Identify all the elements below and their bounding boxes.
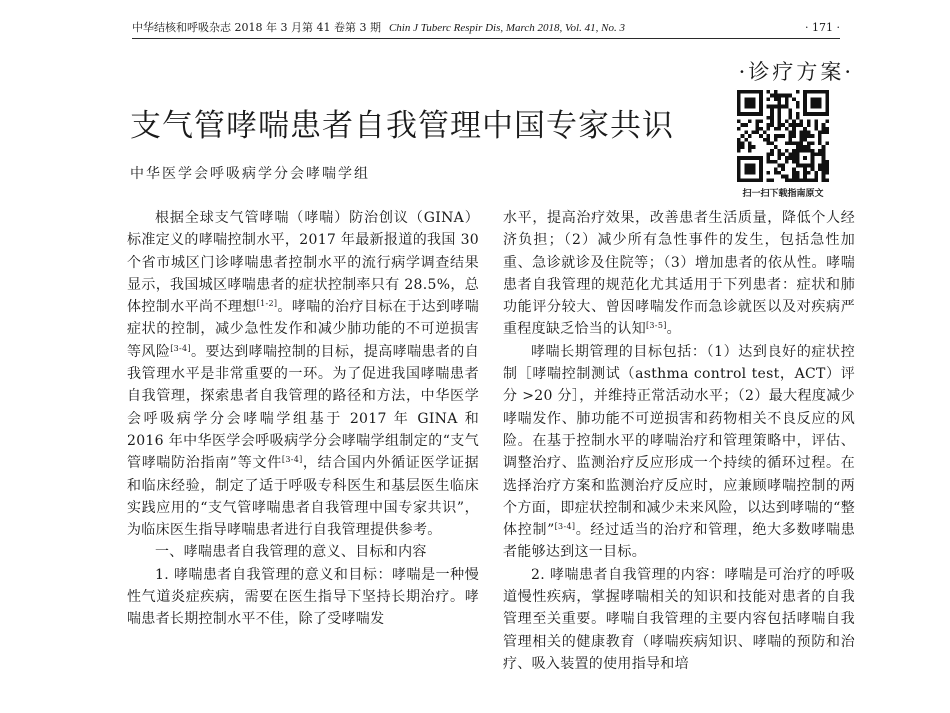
paragraph-text: 。哮喘的治疗目标在于达到哮喘症状的控制，减少急性发作和减少肺功能的不可逆损害等风险 (127, 299, 479, 360)
body-paragraph (503, 207, 855, 341)
paragraph-text: 水平，提高治疗效果，改善患者生活质量，降低个人经济负担；（2）减少所有急性事件的发生，包括急性加重、急诊就诊及住院等；（3）增加患者的依从性。哮喘患者自我管理的规范化尤其适用于下列患者：症状和肺功能评分较大、曾因哮喘发作而急诊就医以及对疾病严重程度缺乏恰当的认知 (503, 210, 855, 338)
citation-ref[interactable]: [3-4] (281, 455, 303, 465)
journal-citation (132, 18, 625, 38)
qr-caption: 扫一扫下载指南原文 (742, 189, 824, 199)
paragraph-text: 根据全球支气管哮喘（哮喘）防治创议（GINA）标准定义的哮喘控制水平，2017 年最新报道的我国 30 个省市城区门诊哮喘患者控制水平的流行病学调查结果显示，我国城区哮喘患者的症状控制率只有 28.5%，总体控制水平尚不理想 (127, 210, 479, 316)
qr-code-block[interactable] (735, 90, 831, 199)
paragraph-text: 哮喘长期管理的目标包括：（1）达到良好的症状控制［哮喘控制测试（asthma control test，ACT）评分 >20 分］，并维持正常活动水平；（2）最大程度减少哮喘发作、肺功能不可逆损害和药物相关不良反应的风险。在基于控制水平的哮喘治疗和管理策略中，评估、调整治疗、监测治疗反应形成一个持续的循环过程。在选择治疗方案和监测治疗反应时，应兼顾哮喘控制的两个方面，即症状控制和减少未来风险，以达到哮喘的“整体控制” (503, 343, 855, 539)
intro-paragraph (127, 207, 479, 541)
page-number: · 171 · (805, 21, 840, 34)
running-header (132, 18, 840, 39)
paragraph-text: 。 (666, 321, 681, 338)
paragraph-text: 。经过适当的治疗和管理，绝大多数哮喘患者能够达到这一目标。 (503, 522, 856, 561)
paragraph-text: ，结合国内外循证医学证据和临床经验，制定了适于呼吸专科医生和基层医生临床实践应用的“支气管哮喘患者自我管理中国专家共识”，为临床医生指导哮喘患者进行自我管理提供参考。 (127, 455, 479, 539)
body-paragraph: 2. 哮喘患者自我管理的内容：哮喘是可治疗的呼吸道慢性疾病，掌握哮喘相关的知识和技能对患者的自我管理至关重要。哮喘自我管理的主要内容包括哮喘自我管理相关的健康教育（哮喘疾病知识、哮喘的预防和治疗、吸入装置的使用指导和培 (503, 566, 855, 672)
citation-ref[interactable]: [3-5] (646, 321, 667, 331)
author-line: 中华医学会呼吸病学分会哮喘学组 (130, 166, 370, 182)
journal-name-en: Chin J Tuberc Respir Dis, March 2018, Vol. 41, No. 3 (388, 22, 625, 34)
body-column-right (503, 207, 855, 675)
citation-ref[interactable]: [3-4] (554, 522, 576, 532)
article-title: 支气管哮喘患者自我管理中国专家共识 (130, 108, 674, 144)
citation-ref[interactable]: [3-4] (170, 343, 191, 353)
section-heading: 一、哮喘患者自我管理的意义、目标和内容 (155, 544, 427, 561)
section-tag: ·诊疗方案· (738, 60, 854, 84)
qr-code-icon[interactable] (737, 90, 829, 182)
citation-ref[interactable]: [1-2] (256, 299, 278, 309)
journal-name-cn: 中华结核和呼吸杂志 2018 年 3 月第 41 卷第 3 期 (132, 21, 381, 34)
body-paragraph: 1. 哮喘患者自我管理的意义和目标：哮喘是一种慢性气道炎症疾病，需要在医生指导下坚持长期治疗。哮喘患者长期控制水平不佳，除了受哮喘发 (127, 566, 479, 628)
body-column-left (127, 207, 479, 631)
paragraph-text: 。要达到哮喘控制的目标，提高哮喘患者的自我管理水平是非常重要的一环。为了促进我国哮喘患者自我管理，探索患者自我管理的路径和方法，中华医学会呼吸病学分会哮喘学组基于 2017 年 GINA 和 2016 年中华医学会呼吸病学分会哮喘学组制定的“支气管哮喘防治指南”等文件 (127, 343, 480, 472)
body-paragraph (503, 341, 855, 564)
